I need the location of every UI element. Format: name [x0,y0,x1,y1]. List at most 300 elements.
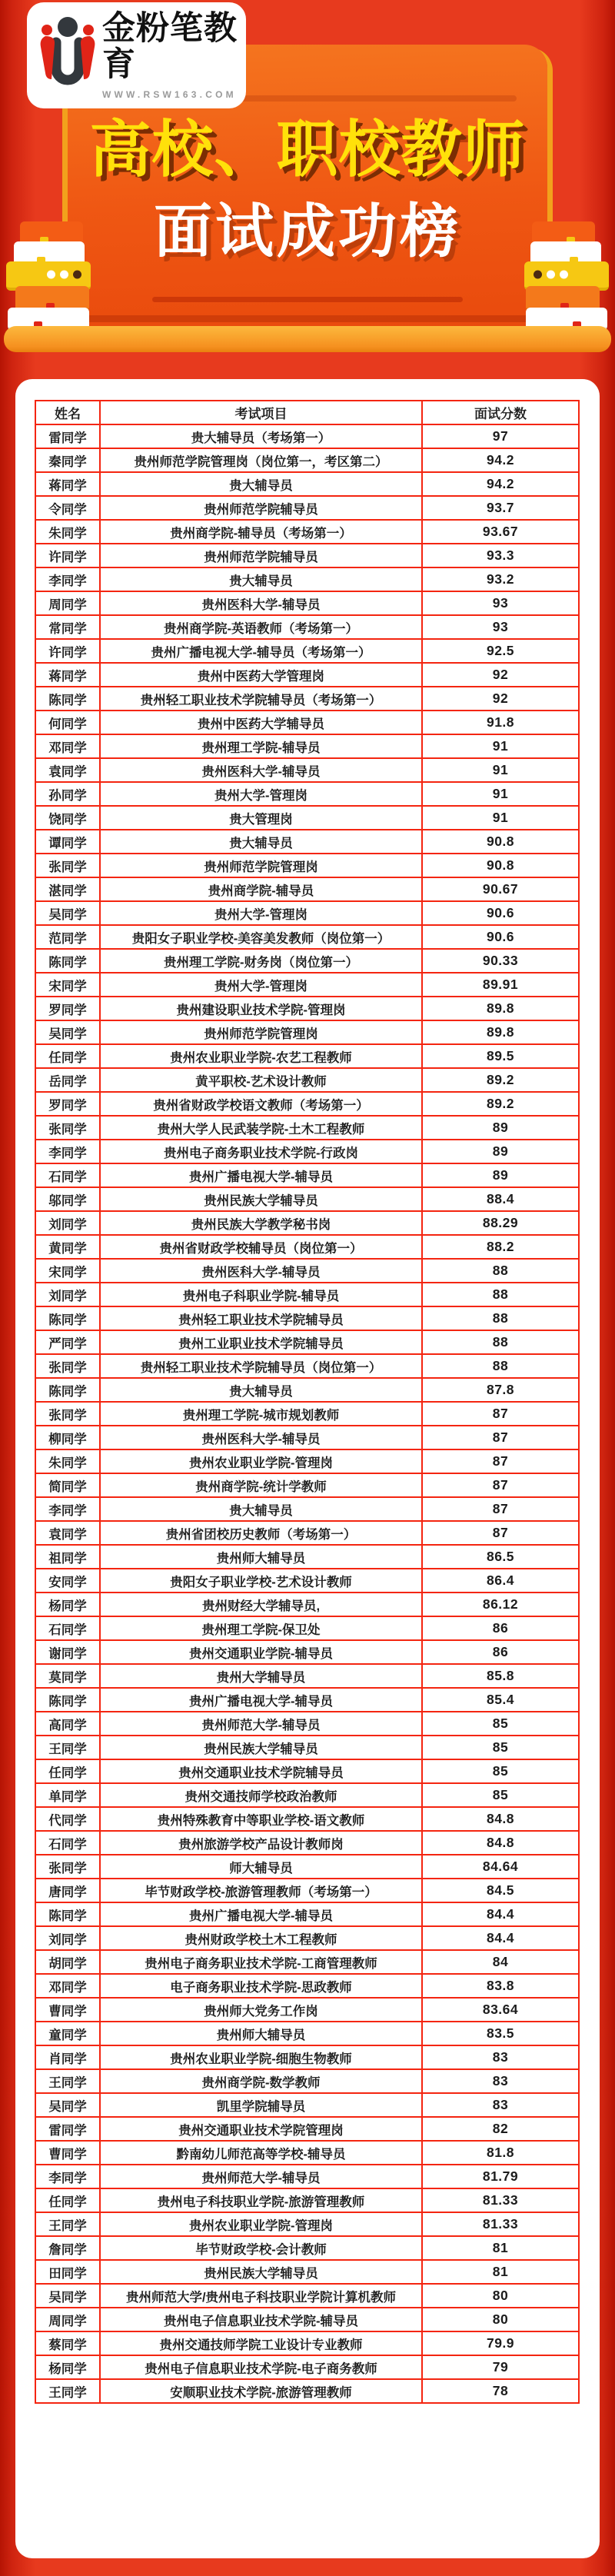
exam-item-cell: 贵州广播电视大学-辅导员 [100,1902,422,1926]
table-row [35,1211,579,1235]
student-name-cell: 吴同学 [35,1020,100,1044]
student-name-cell: 石同学 [35,1616,100,1640]
student-name-cell: 周同学 [35,591,100,615]
table-row [35,2260,579,2284]
student-name-cell: 王同学 [35,2212,100,2236]
exam-item-cell: 贵州财经大学辅导员, [100,1593,422,1616]
exam-item-cell: 贵州交通职业技术学院管理岗 [100,2117,422,2141]
student-name-cell: 祖同学 [35,1545,100,1569]
interview-score-cell: 88 [422,1306,579,1330]
table-row [35,1068,579,1092]
exam-item-cell: 贵州师大辅导员 [100,1545,422,1569]
interview-score-cell: 93.67 [422,520,579,544]
table-row [35,520,579,544]
table-row [35,949,579,973]
table-row [35,806,579,830]
student-name-cell: 罗同学 [35,997,100,1020]
interview-score-cell: 88 [422,1354,579,1378]
student-name-cell: 张同学 [35,1116,100,1140]
student-name-cell: 宋同学 [35,1259,100,1283]
exam-item-cell: 贵州财政学校土木工程教师 [100,1926,422,1950]
table-row [35,1140,579,1163]
table-row [35,1426,579,1449]
exam-item-cell: 贵州电子科技职业学院-旅游管理教师 [100,2188,422,2212]
book-stack-right [518,208,609,331]
student-name-cell: 黄同学 [35,1235,100,1259]
header-interview-score: 面试分数 [422,401,579,424]
student-name-cell: 石同学 [35,1831,100,1855]
exam-item-cell: 贵州省财政学校辅导员（岗位第一） [100,1235,422,1259]
exam-item-cell: 贵州大学辅导员 [100,1664,422,1688]
student-name-cell: 常同学 [35,615,100,639]
interview-score-cell: 85.4 [422,1688,579,1712]
exam-item-cell: 贵州广播电视大学-辅导员 [100,1163,422,1187]
interview-score-cell: 97 [422,424,579,448]
exam-item-cell: 凯里学院辅导员 [100,2093,422,2117]
exam-item-cell: 贵州医科大学-辅导员 [100,758,422,782]
exam-item-cell: 毕节财政学校-旅游管理教师（考场第一） [100,1879,422,1902]
interview-score-cell: 88 [422,1330,579,1354]
student-name-cell: 饶同学 [35,806,100,830]
interview-score-cell: 84.4 [422,1902,579,1926]
exam-item-cell: 贵州广播电视大学-辅导员（考场第一） [100,639,422,663]
student-name-cell: 邓同学 [35,734,100,758]
interview-score-cell: 91 [422,782,579,806]
exam-item-cell: 贵州大学-管理岗 [100,973,422,997]
interview-score-cell: 80 [422,2284,579,2308]
student-name-cell: 蒋同学 [35,472,100,496]
exam-item-cell: 贵州电子商务职业技术学院-行政岗 [100,1140,422,1163]
student-name-cell: 杨同学 [35,1593,100,1616]
exam-item-cell: 贵州理工学院-保卫处 [100,1616,422,1640]
student-name-cell: 蒋同学 [35,663,100,687]
interview-score-cell: 88 [422,1283,579,1306]
interview-score-cell: 86.5 [422,1545,579,1569]
content-card [15,379,600,2558]
interview-score-cell: 87 [422,1449,579,1473]
table-row [35,615,579,639]
table-row [35,2212,579,2236]
table-row [35,1330,579,1354]
brand-card [27,2,246,108]
table-row [35,1259,579,1283]
interview-score-cell: 82 [422,2117,579,2141]
exam-item-cell: 师大辅导员 [100,1855,422,1879]
exam-item-cell: 贵大辅导员 [100,1497,422,1521]
interview-score-cell: 90.33 [422,949,579,973]
student-name-cell: 何同学 [35,711,100,734]
interview-score-cell: 89.2 [422,1068,579,1092]
table-row [35,758,579,782]
interview-score-cell: 83 [422,2069,579,2093]
interview-score-cell: 91 [422,806,579,830]
interview-score-cell: 89 [422,1116,579,1140]
student-name-cell: 田同学 [35,2260,100,2284]
student-name-cell: 任同学 [35,1044,100,1068]
exam-item-cell: 贵州交通职业学院-辅导员 [100,1640,422,1664]
exam-item-cell: 贵州民族大学辅导员 [100,1187,422,1211]
interview-score-cell: 93 [422,591,579,615]
header-student-name: 姓名 [35,401,100,424]
interview-score-cell: 90.6 [422,901,579,925]
interview-score-cell: 88.4 [422,1187,579,1211]
exam-item-cell: 贵州农业职业学院-管理岗 [100,1449,422,1473]
exam-item-cell: 贵州师范大学/贵州电子科技职业学院计算机教师 [100,2284,422,2308]
student-name-cell: 单同学 [35,1783,100,1807]
interview-score-cell: 94.2 [422,472,579,496]
interview-score-cell: 88 [422,1259,579,1283]
table-row [35,1187,579,1211]
student-name-cell: 唐同学 [35,1879,100,1902]
exam-item-cell: 贵州省财政学校语文教师（考场第一） [100,1092,422,1116]
student-name-cell: 孙同学 [35,782,100,806]
exam-item-cell: 贵州电子信息职业技术学院-电子商务教师 [100,2355,422,2379]
interview-score-cell: 86.12 [422,1593,579,1616]
table-row [35,877,579,901]
student-name-cell: 袁同学 [35,758,100,782]
table-row [35,2331,579,2355]
table-row [35,2117,579,2141]
interview-score-cell: 83.5 [422,2022,579,2045]
interview-score-cell: 91 [422,758,579,782]
table-row [35,1569,579,1593]
student-name-cell: 王同学 [35,1736,100,1759]
table-row [35,782,579,806]
interview-score-cell: 84 [422,1950,579,1974]
exam-item-cell: 贵州建设职业技术学院-管理岗 [100,997,422,1020]
exam-item-cell: 贵州医科大学-辅导员 [100,591,422,615]
exam-item-cell: 贵州农业职业学院-管理岗 [100,2212,422,2236]
student-name-cell: 宋同学 [35,973,100,997]
table-row [35,1449,579,1473]
interview-score-cell: 81 [422,2260,579,2284]
student-name-cell: 李同学 [35,567,100,591]
table-row [35,1902,579,1926]
interview-score-cell: 84.4 [422,1926,579,1950]
student-name-cell: 代同学 [35,1807,100,1831]
exam-item-cell: 贵州师范学院辅导员 [100,496,422,520]
exam-item-cell: 贵州民族大学辅导员 [100,1736,422,1759]
exam-item-cell: 贵州交通职业技术学院辅导员 [100,1759,422,1783]
student-name-cell: 陈同学 [35,1378,100,1402]
exam-item-cell: 贵大辅导员 [100,567,422,591]
student-name-cell: 袁同学 [35,1521,100,1545]
brand-name: 金粉笔教育 [102,9,238,83]
banner-title-line1: 高校、职校教师 [89,115,526,184]
book-stack-left [6,208,97,331]
student-name-cell: 石同学 [35,1163,100,1187]
student-name-cell: 许同学 [35,544,100,567]
table-row [35,639,579,663]
student-name-cell: 谢同学 [35,1640,100,1664]
student-name-cell: 吴同学 [35,2093,100,2117]
interview-score-cell: 90.8 [422,854,579,877]
interview-score-cell: 81.33 [422,2188,579,2212]
table-row [35,2045,579,2069]
exam-item-cell: 贵州师大党务工作岗 [100,1998,422,2022]
table-row [35,1306,579,1330]
table-row [35,1020,579,1044]
interview-score-cell: 91 [422,734,579,758]
exam-item-cell: 贵州商学院-数学教师 [100,2069,422,2093]
interview-score-cell: 93 [422,615,579,639]
interview-score-cell: 81 [422,2236,579,2260]
student-name-cell: 严同学 [35,1330,100,1354]
student-name-cell: 胡同学 [35,1950,100,1974]
table-row [35,1235,579,1259]
student-name-cell: 刘同学 [35,1211,100,1235]
table-row [35,973,579,997]
student-name-cell: 李同学 [35,2165,100,2188]
interview-score-cell: 90.67 [422,877,579,901]
table-row [35,1521,579,1545]
student-name-cell: 张同学 [35,1354,100,1378]
exam-item-cell: 贵大辅导员 [100,830,422,854]
exam-item-cell: 贵州省团校历史教师（考场第一） [100,1521,422,1545]
student-name-cell: 令同学 [35,496,100,520]
table-row [35,1593,579,1616]
interview-score-cell: 89 [422,1163,579,1187]
table-row [35,1736,579,1759]
student-name-cell: 张同学 [35,1402,100,1426]
table-row [35,496,579,520]
table-row [35,1783,579,1807]
exam-item-cell: 贵州师范大学-辅导员 [100,1712,422,1736]
interview-score-cell: 81.79 [422,2165,579,2188]
table-row [35,2188,579,2212]
table-row [35,448,579,472]
student-name-cell: 周同学 [35,2308,100,2331]
exam-item-cell: 贵州民族大学辅导员 [100,2260,422,2284]
table-row [35,687,579,711]
table-row [35,1044,579,1068]
student-name-cell: 李同学 [35,1497,100,1521]
interview-score-cell: 89.2 [422,1092,579,1116]
table-row [35,1640,579,1664]
table-row [35,1402,579,1426]
book-dots [47,271,81,279]
student-name-cell: 安同学 [35,1569,100,1593]
interview-score-cell: 87.8 [422,1378,579,1402]
student-name-cell: 陈同学 [35,1688,100,1712]
student-name-cell: 岳同学 [35,1068,100,1092]
exam-item-cell: 贵州工业职业技术学院辅导员 [100,1330,422,1354]
table-row [35,472,579,496]
interview-score-cell: 79.9 [422,2331,579,2355]
interview-score-cell: 90.6 [422,925,579,949]
exam-item-cell: 贵阳女子职业学校-美容美发教师（岗位第一） [100,925,422,949]
brand-website: WWW.RSW163.COM [102,89,237,101]
student-name-cell: 任同学 [35,2188,100,2212]
student-name-cell: 邬同学 [35,1187,100,1211]
interview-score-cell: 89 [422,1140,579,1163]
exam-item-cell: 贵阳女子职业学校-艺术设计教师 [100,1569,422,1593]
student-name-cell: 邓同学 [35,1974,100,1998]
interview-score-cell: 89.8 [422,997,579,1020]
interview-score-cell: 89.8 [422,1020,579,1044]
brand-logo-icon [35,13,101,98]
exam-item-cell: 贵州大学-管理岗 [100,782,422,806]
table-row [35,2308,579,2331]
student-name-cell: 曹同学 [35,2141,100,2165]
student-name-cell: 高同学 [35,1712,100,1736]
interview-score-cell: 93.3 [422,544,579,567]
exam-item-cell: 贵州师范学院管理岗 [100,1020,422,1044]
exam-item-cell: 贵州理工学院-城市规划教师 [100,1402,422,1426]
student-name-cell: 童同学 [35,2022,100,2045]
table-row [35,1759,579,1783]
interview-score-cell: 91.8 [422,711,579,734]
table-row [35,1497,579,1521]
student-name-cell: 陈同学 [35,1902,100,1926]
interview-score-cell: 81.8 [422,2141,579,2165]
interview-score-cell: 85.8 [422,1664,579,1688]
interview-score-cell: 84.8 [422,1807,579,1831]
student-name-cell: 任同学 [35,1759,100,1783]
exam-item-cell: 贵州电子科职业学院-辅导员 [100,1283,422,1306]
table-row [35,1545,579,1569]
table-row [35,1855,579,1879]
table-row [35,1831,579,1855]
student-name-cell: 吴同学 [35,901,100,925]
board-frame-line [81,315,534,322]
table-row [35,734,579,758]
table-row [35,544,579,567]
table-row [35,2141,579,2165]
table-row [35,2022,579,2045]
exam-item-cell: 贵州医科大学-辅导员 [100,1259,422,1283]
exam-item-cell: 贵州交通技师学院工业设计专业教师 [100,2331,422,2355]
interview-score-cell: 83.64 [422,1998,579,2022]
table-row [35,2236,579,2260]
exam-item-cell: 贵州农业职业学院-细胞生物教师 [100,2045,422,2069]
interview-score-cell: 90.8 [422,830,579,854]
table-row [35,424,579,448]
exam-item-cell: 贵大管理岗 [100,806,422,830]
interview-score-cell: 85 [422,1712,579,1736]
student-name-cell: 张同学 [35,854,100,877]
interview-score-cell: 78 [422,2379,579,2403]
exam-item-cell: 贵州民族大学教学秘书岗 [100,1211,422,1235]
student-name-cell: 刘同学 [35,1926,100,1950]
student-name-cell: 简同学 [35,1473,100,1497]
exam-item-cell: 贵州中医药大学辅导员 [100,711,422,734]
interview-score-cell: 85 [422,1783,579,1807]
exam-item-cell: 贵州大学-管理岗 [100,901,422,925]
exam-item-cell: 贵州特殊教育中等职业学校-语文教师 [100,1807,422,1831]
interview-score-cell: 87 [422,1521,579,1545]
student-name-cell: 詹同学 [35,2236,100,2260]
table-row [35,1926,579,1950]
table-row [35,711,579,734]
interview-score-cell: 93.2 [422,567,579,591]
exam-item-cell: 贵州电子商务职业技术学院-工商管理教师 [100,1950,422,1974]
exam-item-cell: 贵州农业职业学院-农艺工程教师 [100,1044,422,1068]
exam-item-cell: 贵州师范学院管理岗（岗位第一，考区第二） [100,448,422,472]
table-row [35,663,579,687]
table-row [35,2284,579,2308]
exam-item-cell: 贵州轻工职业技术学院辅导员 [100,1306,422,1330]
header-exam-item: 考试项目 [100,401,422,424]
student-name-cell: 许同学 [35,639,100,663]
exam-item-cell: 贵州商学院-辅导员 [100,877,422,901]
student-name-cell: 陈同学 [35,949,100,973]
student-name-cell: 曹同学 [35,1998,100,2022]
table-row [35,1283,579,1306]
table-row [35,1116,579,1140]
interview-score-cell: 85 [422,1736,579,1759]
student-name-cell: 朱同学 [35,1449,100,1473]
table-row [35,1473,579,1497]
interview-score-cell: 88.2 [422,1235,579,1259]
exam-item-cell: 贵州轻工职业技术学院辅导员（岗位第一） [100,1354,422,1378]
student-name-cell: 蔡同学 [35,2331,100,2355]
exam-item-cell: 贵大辅导员（考场第一） [100,424,422,448]
exam-item-cell: 贵州电子信息职业技术学院-辅导员 [100,2308,422,2331]
student-name-cell: 朱同学 [35,520,100,544]
interview-score-cell: 83.8 [422,1974,579,1998]
interview-score-cell: 92.5 [422,639,579,663]
interview-score-cell: 84.5 [422,1879,579,1902]
banner-title-line2: 面试成功榜 [154,199,461,265]
interview-score-cell: 92 [422,687,579,711]
table-row [35,1378,579,1402]
interview-score-cell: 89.91 [422,973,579,997]
table-row [35,1092,579,1116]
book-dots [534,271,568,279]
interview-score-cell: 84.8 [422,1831,579,1855]
table-row [35,2093,579,2117]
table-row [35,1807,579,1831]
interview-score-cell: 80 [422,2308,579,2331]
table-row [35,1664,579,1688]
exam-item-cell: 贵州轻工职业技术学院辅导员（考场第一） [100,687,422,711]
table-row [35,997,579,1020]
exam-item-cell: 黄平职校-艺术设计教师 [100,1068,422,1092]
exam-item-cell: 贵州理工学院-辅导员 [100,734,422,758]
interview-score-cell: 84.64 [422,1855,579,1879]
table-row [35,2379,579,2403]
interview-score-cell: 85 [422,1759,579,1783]
student-name-cell: 王同学 [35,2379,100,2403]
interview-score-cell: 79 [422,2355,579,2379]
table-row [35,2165,579,2188]
table-row [35,1998,579,2022]
interview-score-cell: 92 [422,663,579,687]
exam-item-cell: 毕节财政学校-会计教师 [100,2236,422,2260]
board-frame-line [152,297,463,302]
table-row [35,1688,579,1712]
exam-item-cell: 贵州旅游学校产品设计教师岗 [100,1831,422,1855]
student-name-cell: 莫同学 [35,1664,100,1688]
exam-item-cell: 贵州师大辅导员 [100,2022,422,2045]
table-row [35,854,579,877]
exam-item-cell: 贵州商学院-英语教师（考场第一） [100,615,422,639]
table-row [35,1974,579,1998]
interview-score-cell: 83 [422,2045,579,2069]
exam-item-cell: 电子商务职业技术学院-思政教师 [100,1974,422,1998]
student-name-cell: 柳同学 [35,1426,100,1449]
exam-item-cell: 贵州师范学院管理岗 [100,854,422,877]
desk-bar [4,326,611,352]
exam-item-cell: 贵州医科大学-辅导员 [100,1426,422,1449]
exam-item-cell: 贵州理工学院-财务岗（岗位第一） [100,949,422,973]
student-name-cell: 雷同学 [35,424,100,448]
table-row [35,1354,579,1378]
student-name-cell: 罗同学 [35,1092,100,1116]
table-row [35,591,579,615]
interview-score-cell: 94.2 [422,448,579,472]
